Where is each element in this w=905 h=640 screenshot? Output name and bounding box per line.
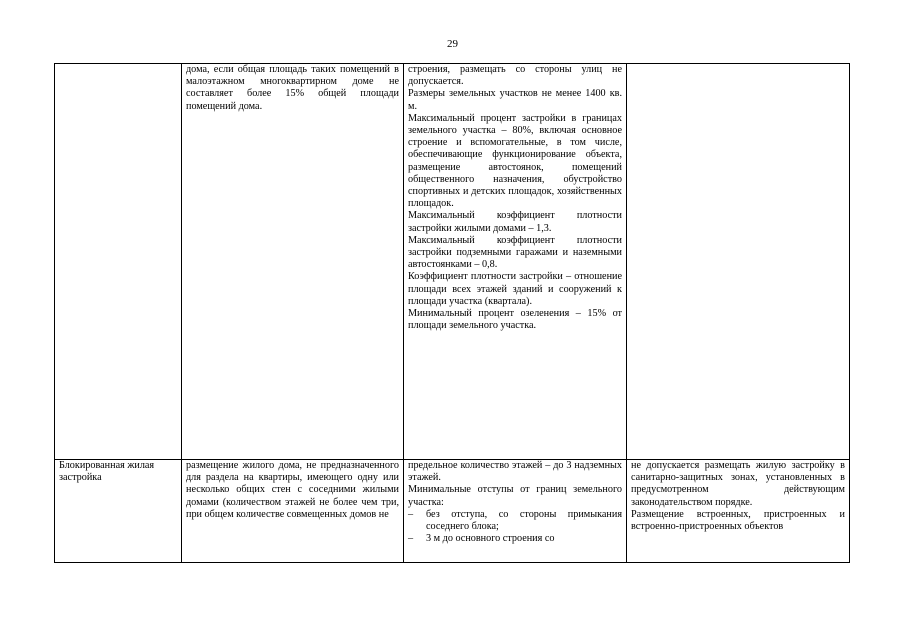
table-row: [55, 64, 850, 460]
cell-paragraph: Минимальные отступы от границ земельного участка:: [408, 484, 622, 508]
permitted-use-cell: [182, 64, 404, 460]
parameters-cell: [404, 460, 627, 563]
page-number: 29: [447, 38, 458, 50]
list-item: [408, 533, 622, 545]
cell-paragraph: строения, размещать со стороны улиц не допускается.: [408, 64, 622, 88]
cell-paragraph: Размещение встроенных, пристроенных и встроенно-пристроенных объектов: [631, 508, 845, 533]
list-marker: –: [408, 508, 414, 520]
list-item-text: без отступа, со стороны примыкания соседнего блока;: [426, 508, 622, 533]
cell-paragraph: Коэффициент плотности застройки – отношение площади всех этажей зданий и сооружений к площади участка (квартала).: [408, 271, 622, 307]
zoning-regulations-table: [54, 63, 850, 563]
cell-paragraph: размещение жилого дома, не предназначенного для раздела на квартиры, имеющего одну или несколько общих стен с соседними жилыми домами (количеством этажей не более чем три, при общем количестве совмещенных домов не: [186, 460, 399, 520]
cell-paragraph: не допускается размещать жилую застройку в санитарно-защитных зонах, установленных в предусмотренном действующим законодательством порядке.: [631, 460, 845, 508]
cell-paragraph: Максимальный процент застройки в границах земельного участка – 80%, включая основное строение и вспомогательные, в том числе, обеспечивающие функционирование объекта, размещение автостоянок, помещений общественного назначения, обустройство спортивных и детских площадок, хозяйственных площадок.: [408, 112, 622, 210]
zone-type-cell: Блокированная жилая застройка: [55, 460, 182, 563]
list-item: [408, 509, 622, 533]
cell-paragraph: Минимальный процент озеленения – 15% от площади земельного участка.: [408, 308, 622, 332]
cell-paragraph: Максимальный коэффициент плотности застройки подземными гаражами и наземными автостоянками – 0,8.: [408, 234, 622, 271]
table-row: [55, 460, 850, 563]
cell-paragraph: Максимальный коэффициент плотности застройки жилыми домами – 1,3.: [408, 210, 622, 234]
cell-paragraph: Размеры земельных участков не менее 1400 кв. м.: [408, 88, 622, 112]
restrictions-cell: [627, 460, 850, 563]
parameters-cell: [404, 64, 627, 460]
list-marker: –: [408, 533, 414, 545]
cell-paragraph: предельное количество этажей – до 3 надземных этажей.: [408, 460, 622, 484]
restrictions-cell: [627, 64, 850, 460]
permitted-use-cell: [182, 460, 404, 563]
cell-paragraph: дома, если общая площадь таких помещений в малоэтажном многоквартирном доме не составляет более 15% общей площади помещений дома.: [186, 64, 399, 112]
list-item-text: 3 м до основного строения со: [426, 533, 555, 545]
zone-type-cell: [55, 64, 182, 460]
